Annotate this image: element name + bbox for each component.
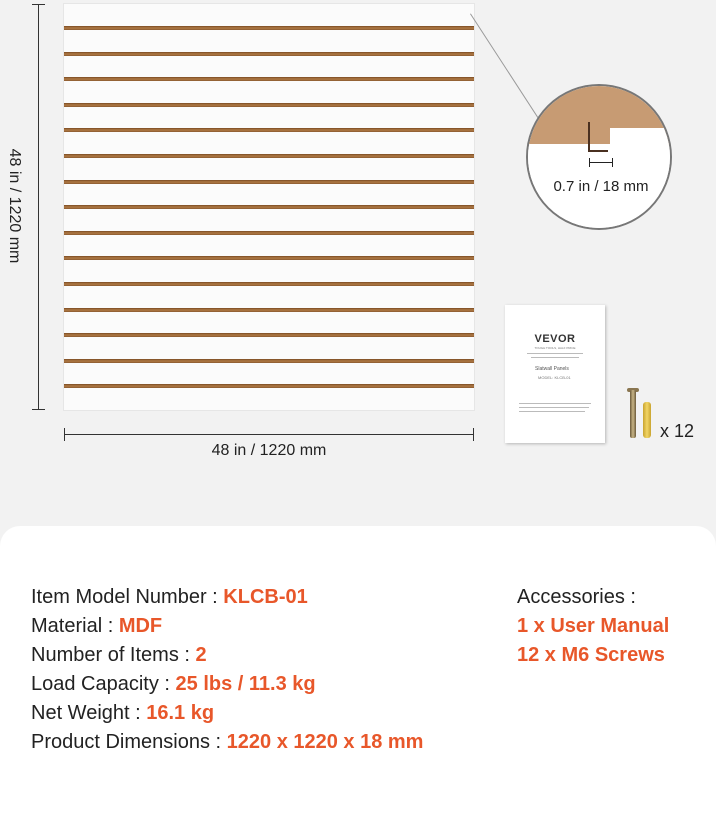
slat-groove — [64, 154, 474, 158]
manual-text-line — [519, 403, 591, 404]
slat-groove — [64, 231, 474, 235]
accessory-manual: 1 x User Manual — [517, 615, 670, 637]
groove-edge — [588, 122, 608, 152]
spec-value: 2 — [195, 644, 207, 666]
manual-text-line — [519, 411, 585, 412]
spec-value: 1220 x 1220 x 18 mm — [226, 731, 424, 753]
manual-text-line — [527, 353, 583, 354]
accessory-screws: 12 x M6 Screws — [517, 644, 665, 666]
slat-groove — [64, 180, 474, 184]
screw-icon — [630, 390, 636, 438]
slat-groove — [64, 308, 474, 312]
spec-value: KLCB-01 — [223, 586, 308, 608]
spec-value: 16.1 kg — [146, 702, 215, 724]
slatwall-panel — [64, 4, 474, 410]
slat-groove — [64, 103, 474, 107]
manual-model: MODEL: KLCB-01 — [538, 375, 571, 380]
manual-tagline: TOUGH TOOLS, HALF PRICE — [534, 346, 576, 350]
groove-detail-magnifier — [526, 84, 672, 230]
wall-anchor-icon — [643, 402, 651, 438]
spec-row-weight — [31, 702, 214, 725]
spec-label: Material : — [31, 615, 119, 637]
slat-groove — [64, 52, 474, 56]
spec-row-items — [31, 644, 207, 667]
manual-text-line — [531, 357, 579, 358]
manual-text-line — [519, 407, 589, 408]
width-dimension-label: 48 in / 1220 mm — [211, 442, 327, 459]
spec-row-dimensions — [31, 731, 423, 754]
thickness-dimension-line — [589, 162, 613, 163]
user-manual-image — [505, 305, 605, 443]
slat-groove — [64, 205, 474, 209]
spec-value: MDF — [118, 615, 163, 637]
slat-groove — [64, 282, 474, 286]
width-dimension-line — [64, 434, 474, 435]
spec-card — [0, 526, 716, 814]
slat-groove — [64, 359, 474, 363]
spec-label: Product Dimensions : — [31, 731, 227, 753]
height-dimension-line — [38, 4, 39, 410]
spec-row-model — [31, 586, 308, 609]
spec-label: Net Weight : — [31, 702, 147, 724]
spec-row-material — [31, 615, 162, 638]
thickness-label: 0.7 in / 18 mm — [553, 178, 649, 195]
slat-groove — [64, 128, 474, 132]
surface-laminate — [610, 128, 672, 144]
slat-groove — [64, 333, 474, 337]
slat-groove — [64, 26, 474, 30]
spec-label: Item Model Number : — [31, 586, 224, 608]
slat-groove — [64, 256, 474, 260]
slat-groove — [64, 384, 474, 388]
slat-groove — [64, 77, 474, 81]
spec-row-load — [31, 673, 316, 696]
manual-brand: VEVOR — [534, 333, 576, 345]
accessories-heading: Accessories : — [517, 586, 636, 608]
spec-label: Load Capacity : — [31, 673, 176, 695]
screws-quantity: x 12 — [660, 421, 695, 441]
spec-value: 25 lbs / 11.3 kg — [175, 673, 316, 695]
height-dimension-label: 48 in / 1220 mm — [6, 148, 23, 264]
spec-label: Number of Items : — [31, 644, 196, 666]
manual-title: Slatwall Panels — [535, 366, 569, 372]
